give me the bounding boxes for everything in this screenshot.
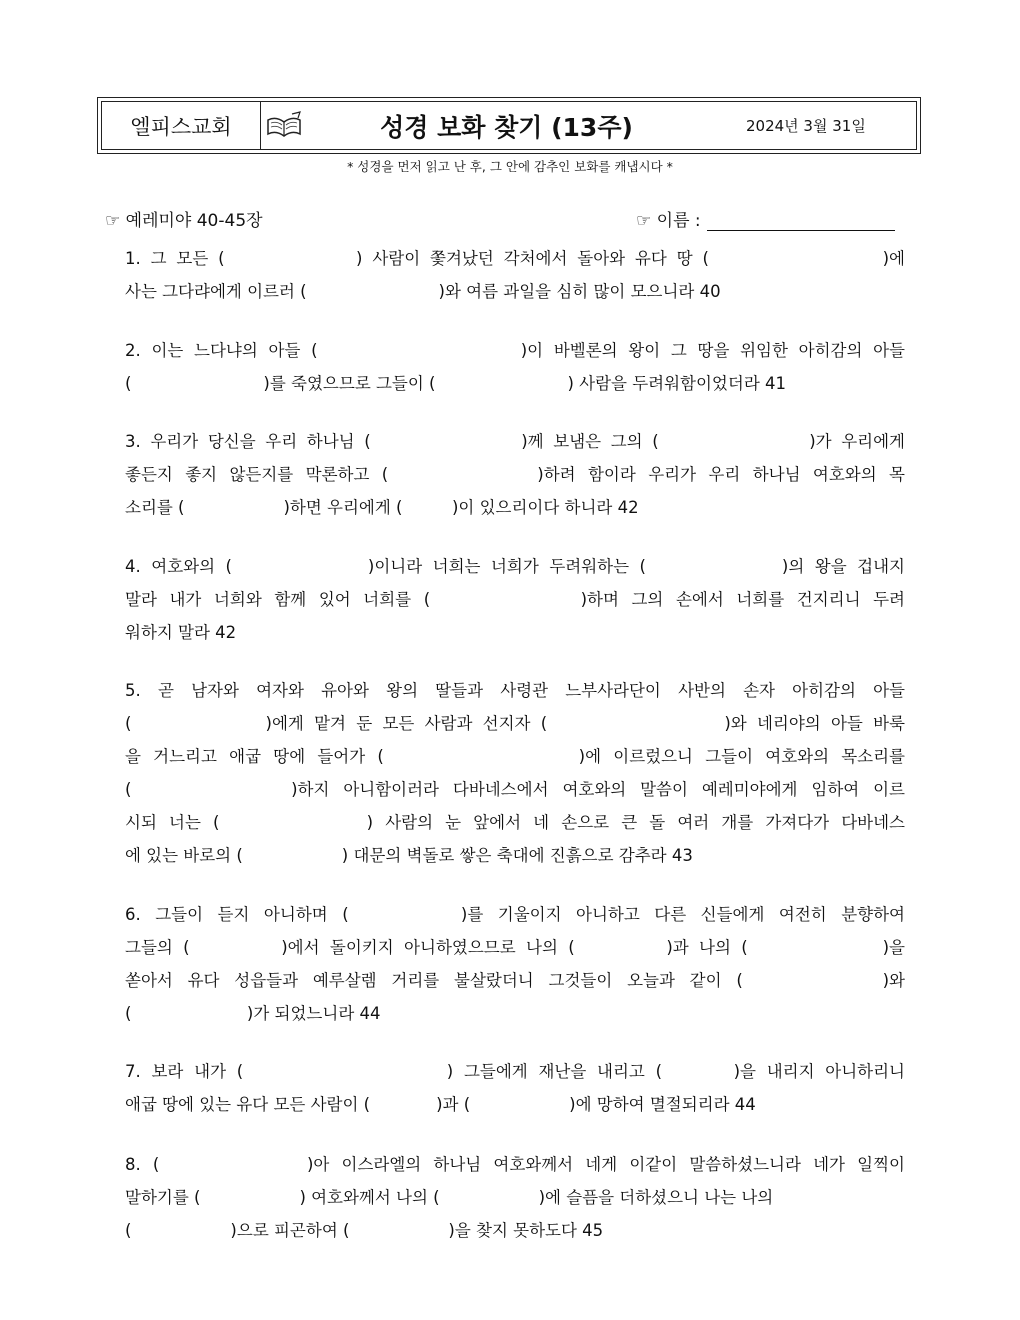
question-line: 4. 여호와의 ( )이니라 너희는 너희가 두려워하는 ( )의 왕을 겁내지	[125, 557, 905, 576]
question-line: 7. 보라 내가 ( ) 그들에게 재난을 내리고 ( )을 내리지 아니하리니	[125, 1062, 905, 1081]
question-line: 소리를 ( )하면 우리에게 ( )이 있으리이다 하니라 42	[125, 498, 639, 517]
name-field-row	[636, 206, 895, 231]
date: 2024년 3월 31일	[746, 117, 866, 135]
question-line: 애굽 땅에 있는 유다 모든 사람이 ( )과 ( )에 망하여 멸절되리라 44	[125, 1095, 756, 1114]
header-box	[97, 97, 921, 154]
question-line: ( )에게 맡겨 둔 모든 사람과 선지자 ( )와 네리야의 아들 바룩	[125, 714, 905, 733]
question-line: 1. 그 모든 ( ) 사람이 쫓겨났던 각처에서 돌아와 유다 땅 ( )에	[125, 249, 905, 268]
question-line: 쏟아서 유다 성읍들과 예루살렘 거리를 불살랐더니 그것들이 오늘과 같이 ( )와	[125, 971, 905, 990]
question-line: ( )으로 피곤하여 ( )을 찾지 못하도다 45	[125, 1221, 604, 1240]
question-line: 말하기를 ( ) 여호와께서 나의 ( )에 슬픔을 더하셨으니 나는 나의	[125, 1188, 774, 1207]
question-3	[125, 425, 905, 524]
passage-label: ☞ 예레미야 40-45장	[105, 211, 263, 231]
question-line: 말라 내가 너희와 함께 있어 너희를 ( )하며 그의 손에서 너희를 건지리니 두려	[125, 590, 905, 609]
question-5	[125, 674, 905, 872]
question-line: ( )하지 아니함이러라 다바네스에서 여호와의 말씀이 예레미야에게 임하여 이르	[125, 780, 905, 799]
question-line: 2. 이는 느다냐의 아들 ( )이 바벨론의 왕이 그 땅을 위임한 아히감의 아들	[125, 341, 905, 360]
question-2	[125, 334, 905, 400]
question-line: ( )가 되었느니라 44	[125, 1004, 381, 1023]
church-name: 엘피스교회	[102, 102, 261, 149]
question-1	[125, 242, 905, 308]
open-book-icon	[261, 102, 307, 149]
question-line: 좋든지 좋지 않든지를 막론하고 ( )하려 함이라 우리가 우리 하나님 여호와의 목	[125, 465, 905, 484]
question-line: 사는 그다랴에게 이르러 ( )와 여름 과일을 심히 많이 모으니라 40	[125, 282, 721, 301]
question-line: 5. 곧 남자와 여자와 유아와 왕의 딸들과 사령관 느부사라단이 사반의 손자 아히감의 아들	[125, 681, 905, 700]
question-line: 에 있는 바로의 ( ) 대문의 벽돌로 쌓은 축대에 진흙으로 감추라 43	[125, 846, 693, 865]
question-line: 8. ( )아 이스라엘의 하나님 여호와께서 네게 이같이 말씀하셨느니라 네가 일찍이	[125, 1155, 905, 1174]
name-blank-line[interactable]	[707, 210, 895, 231]
question-line: 워하지 말라 42	[125, 623, 237, 642]
question-8	[125, 1148, 905, 1247]
question-line: 6. 그들이 듣지 아니하며 ( )를 기울이지 아니하고 다른 신들에게 여전히 분향하여	[125, 905, 905, 924]
question-line: 시되 너는 ( ) 사람의 눈 앞에서 네 손으로 큰 돌 여러 개를 가져다가 다바네스	[125, 813, 905, 832]
header-inner	[101, 101, 917, 150]
question-line: 3. 우리가 당신을 우리 하나님 ( )께 보냄은 그의 ( )가 우리에게	[125, 432, 905, 451]
question-7	[125, 1055, 905, 1121]
page-title: 성경 보화 찾기 (13주)	[380, 112, 633, 142]
instruction: * 성경을 먼저 읽고 난 후, 그 안에 감추인 보화를 캐냅시다 *	[347, 159, 673, 174]
question-4	[125, 550, 905, 649]
question-line: ( )를 죽였으므로 그들이 ( ) 사람을 두려워함이었더라 41	[125, 374, 786, 393]
name-label: ☞ 이름 :	[636, 211, 701, 231]
question-line: 을 거느리고 애굽 땅에 들어가 ( )에 이르렀으니 그들이 여호와의 목소리를	[125, 747, 905, 766]
question-line: 그들의 ( )에서 돌이키지 아니하였으므로 나의 ( )과 나의 ( )을	[125, 938, 905, 957]
question-6	[125, 898, 905, 1030]
